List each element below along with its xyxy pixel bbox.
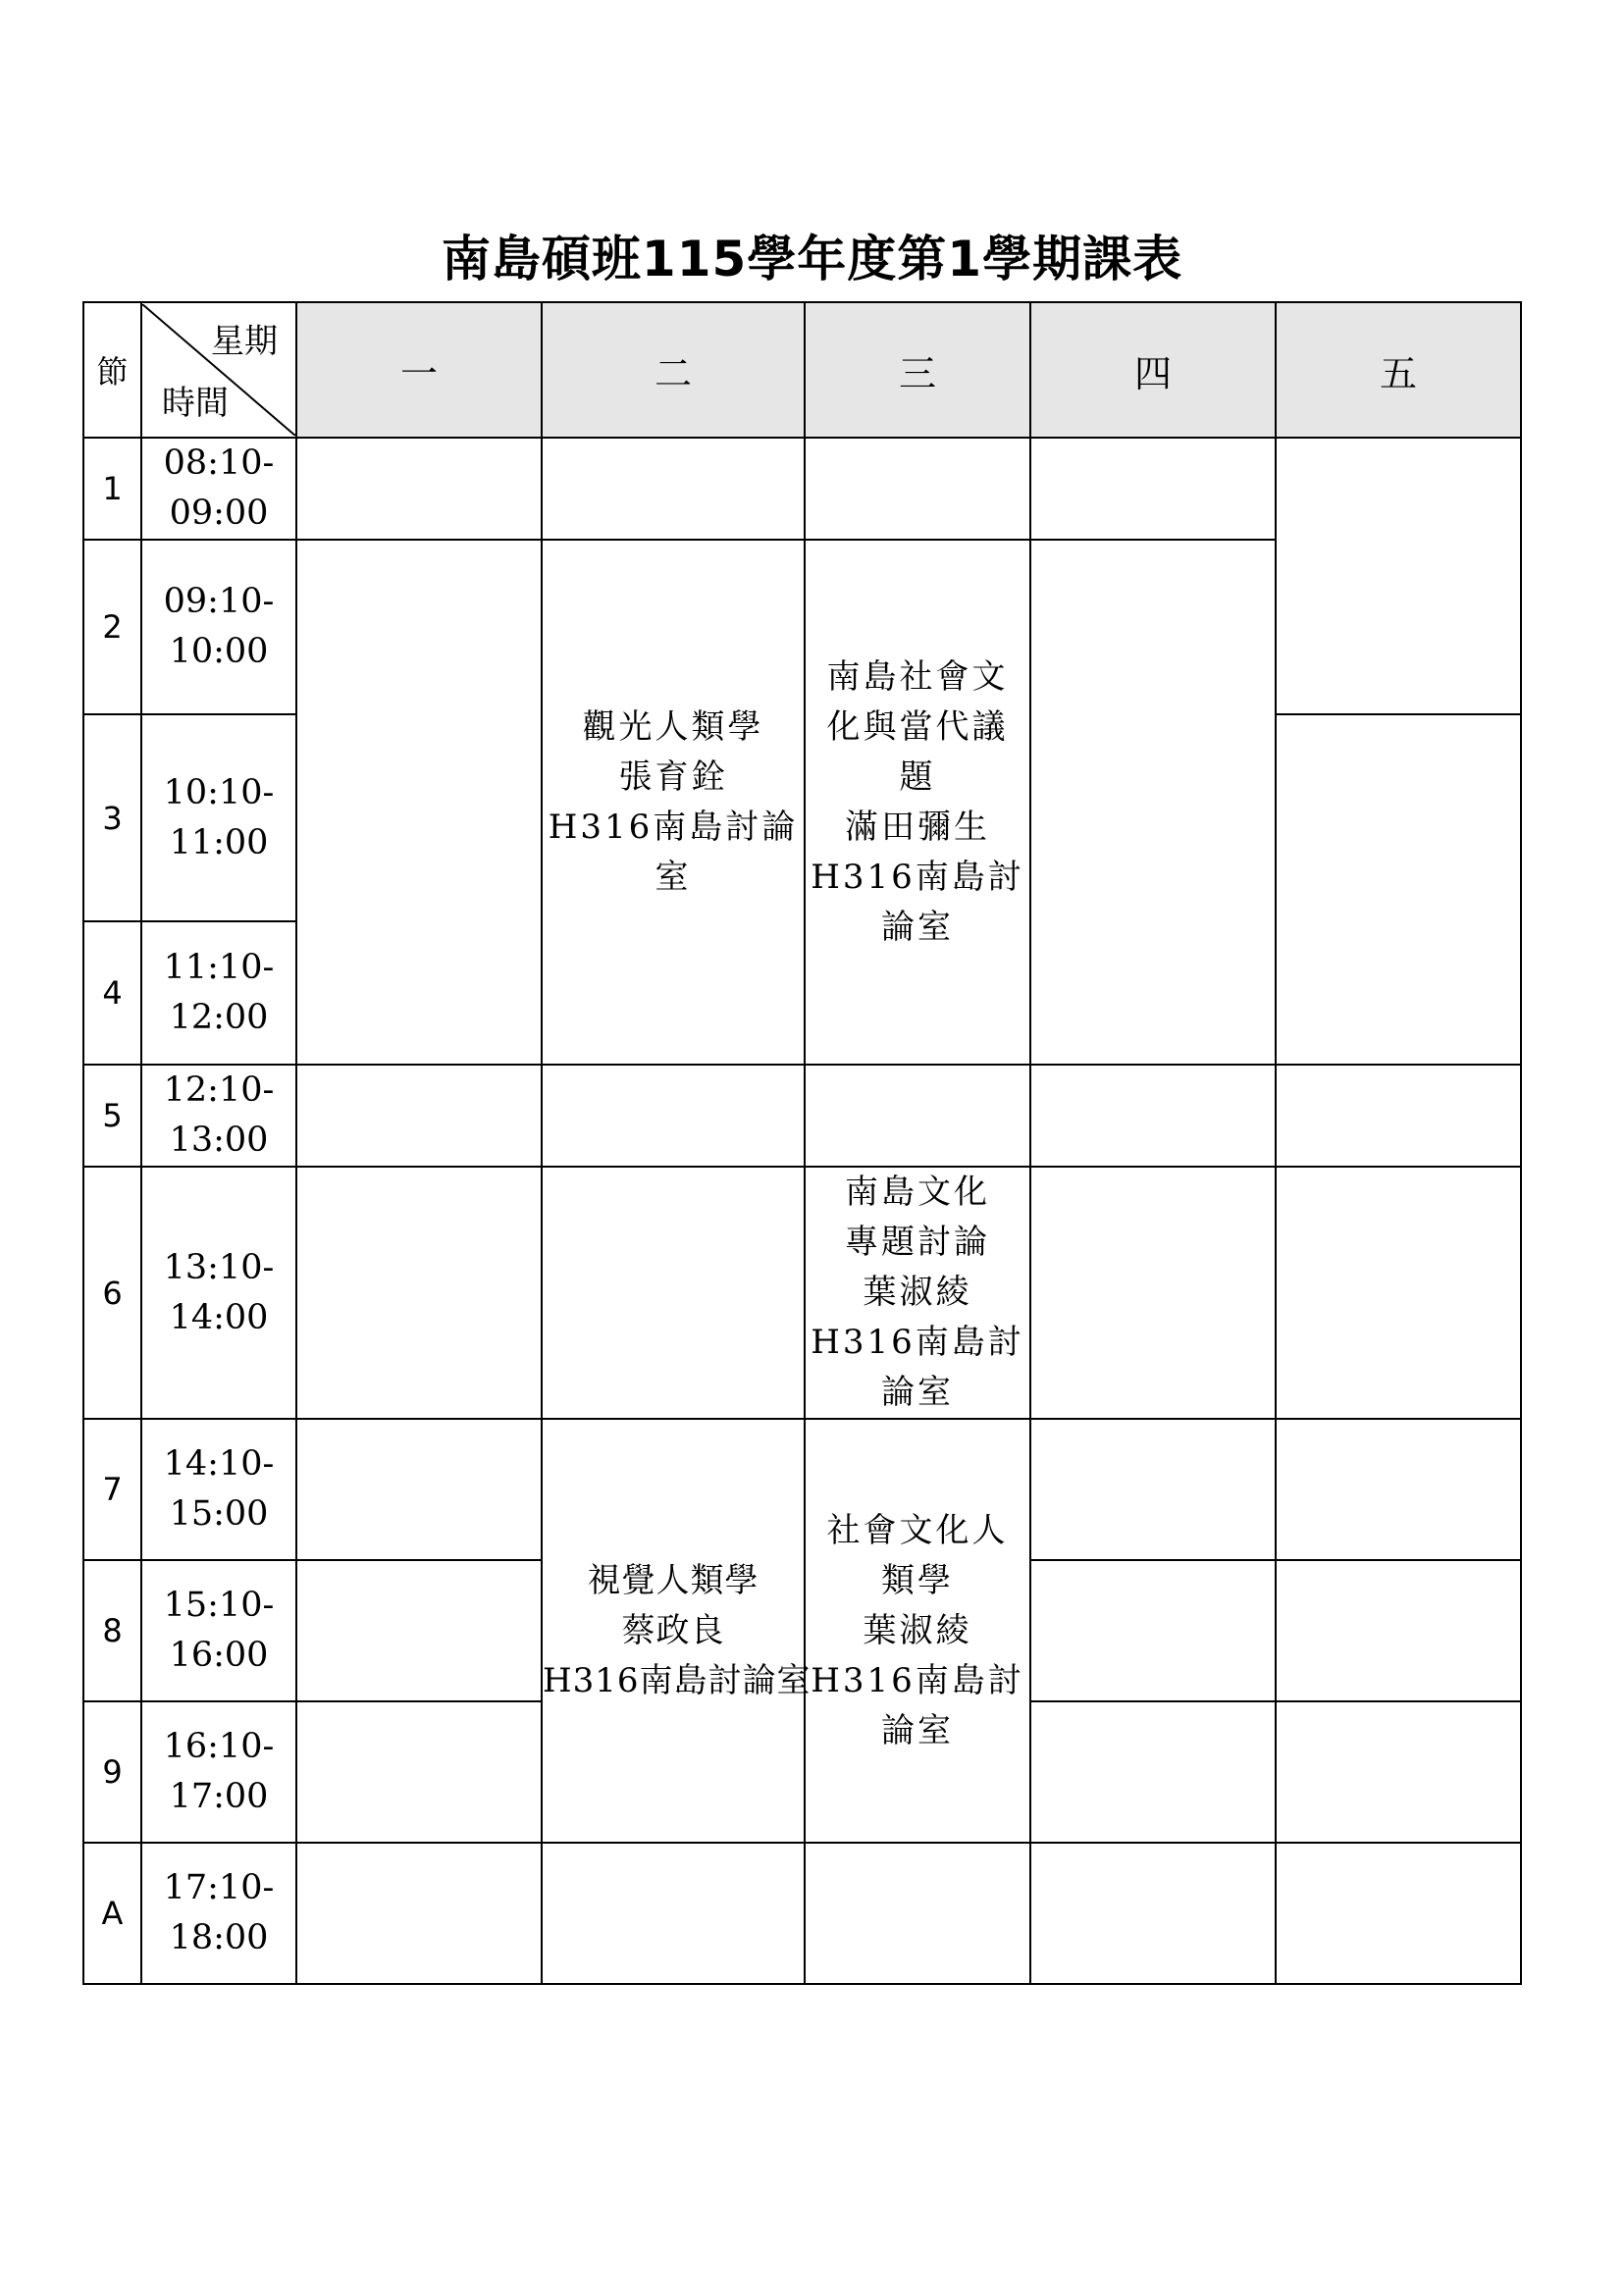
empty-cell bbox=[1030, 1419, 1276, 1560]
course-austronesian-topics: 南島文化 專題討論 葉淑綾 H316南島討 論室 bbox=[805, 1167, 1030, 1419]
course-sociocultural-anthropology: 社會文化人 類學 葉淑綾 H316南島討 論室 bbox=[805, 1419, 1030, 1843]
table-row bbox=[83, 1065, 1521, 1167]
period-number: 8 bbox=[83, 1560, 141, 1701]
table-row bbox=[83, 1167, 1521, 1419]
empty-cell bbox=[1030, 1560, 1276, 1701]
empty-cell bbox=[1276, 1167, 1521, 1419]
empty-cell bbox=[542, 438, 805, 540]
day-header-thu: 四 bbox=[1030, 302, 1276, 438]
empty-cell bbox=[1276, 438, 1521, 714]
course-tourism-anthropology: 觀光人類學 張育銓 H316南島討論 室 bbox=[542, 540, 805, 1065]
empty-cell bbox=[1030, 1065, 1276, 1167]
empty-cell bbox=[296, 1701, 542, 1843]
course-visual-anthropology: 視覺人類學 蔡政良 H316南島討論室 bbox=[542, 1419, 805, 1843]
header-row bbox=[83, 302, 1521, 438]
period-number: 1 bbox=[83, 438, 141, 540]
day-header-wed: 三 bbox=[805, 302, 1030, 438]
period-number: 3 bbox=[83, 714, 141, 921]
period-number: 6 bbox=[83, 1167, 141, 1419]
period-time: 15:10- 16:00 bbox=[141, 1560, 296, 1701]
empty-cell bbox=[296, 438, 542, 540]
period-time: 14:10- 15:00 bbox=[141, 1419, 296, 1560]
period-number: A bbox=[83, 1843, 141, 1984]
empty-cell bbox=[1276, 1065, 1521, 1167]
empty-cell bbox=[805, 1065, 1030, 1167]
period-number: 4 bbox=[83, 921, 141, 1065]
empty-cell bbox=[542, 1843, 805, 1984]
schedule-table bbox=[82, 301, 1522, 1985]
empty-cell bbox=[296, 1843, 542, 1984]
empty-cell bbox=[1276, 1419, 1521, 1560]
corner-header bbox=[141, 302, 296, 438]
empty-cell bbox=[1276, 1560, 1521, 1701]
empty-cell bbox=[805, 1843, 1030, 1984]
period-time: 10:10- 11:00 bbox=[141, 714, 296, 921]
empty-cell bbox=[1030, 1701, 1276, 1843]
period-number: 9 bbox=[83, 1701, 141, 1843]
period-number: 2 bbox=[83, 540, 141, 714]
period-time: 11:10- 12:00 bbox=[141, 921, 296, 1065]
period-time: 17:10- 18:00 bbox=[141, 1843, 296, 1984]
page-title: 南島碩班115學年度第1學期課表 bbox=[441, 231, 1183, 287]
period-number: 7 bbox=[83, 1419, 141, 1560]
day-header-mon: 一 bbox=[296, 302, 542, 438]
empty-cell bbox=[542, 1065, 805, 1167]
table-row bbox=[83, 1843, 1521, 1984]
empty-cell bbox=[296, 540, 542, 1065]
table-row bbox=[83, 438, 1521, 540]
empty-cell bbox=[1030, 438, 1276, 540]
empty-cell bbox=[1276, 1701, 1521, 1843]
empty-cell bbox=[296, 1167, 542, 1419]
empty-cell bbox=[542, 1167, 805, 1419]
empty-cell bbox=[1030, 540, 1276, 1065]
course-austronesian-society: 南島社會文 化與當代議 題 滿田彌生 H316南島討 論室 bbox=[805, 540, 1030, 1065]
day-header-tue: 二 bbox=[542, 302, 805, 438]
table-row bbox=[83, 1419, 1521, 1560]
period-header: 節 bbox=[83, 302, 141, 438]
period-time: 13:10- 14:00 bbox=[141, 1167, 296, 1419]
empty-cell bbox=[805, 438, 1030, 540]
period-time: 16:10- 17:00 bbox=[141, 1701, 296, 1843]
period-time: 12:10- 13:00 bbox=[141, 1065, 296, 1167]
time-label: 時間 bbox=[162, 384, 229, 423]
empty-cell bbox=[1276, 714, 1521, 1065]
period-time: 08:10- 09:00 bbox=[141, 438, 296, 540]
day-header-fri: 五 bbox=[1276, 302, 1521, 438]
empty-cell bbox=[296, 1065, 542, 1167]
empty-cell bbox=[296, 1560, 542, 1701]
empty-cell bbox=[1030, 1843, 1276, 1984]
period-number: 5 bbox=[83, 1065, 141, 1167]
period-time: 09:10- 10:00 bbox=[141, 540, 296, 714]
empty-cell bbox=[1276, 1843, 1521, 1984]
weekday-label: 星期 bbox=[211, 322, 278, 361]
empty-cell bbox=[1030, 1167, 1276, 1419]
empty-cell bbox=[296, 1419, 542, 1560]
